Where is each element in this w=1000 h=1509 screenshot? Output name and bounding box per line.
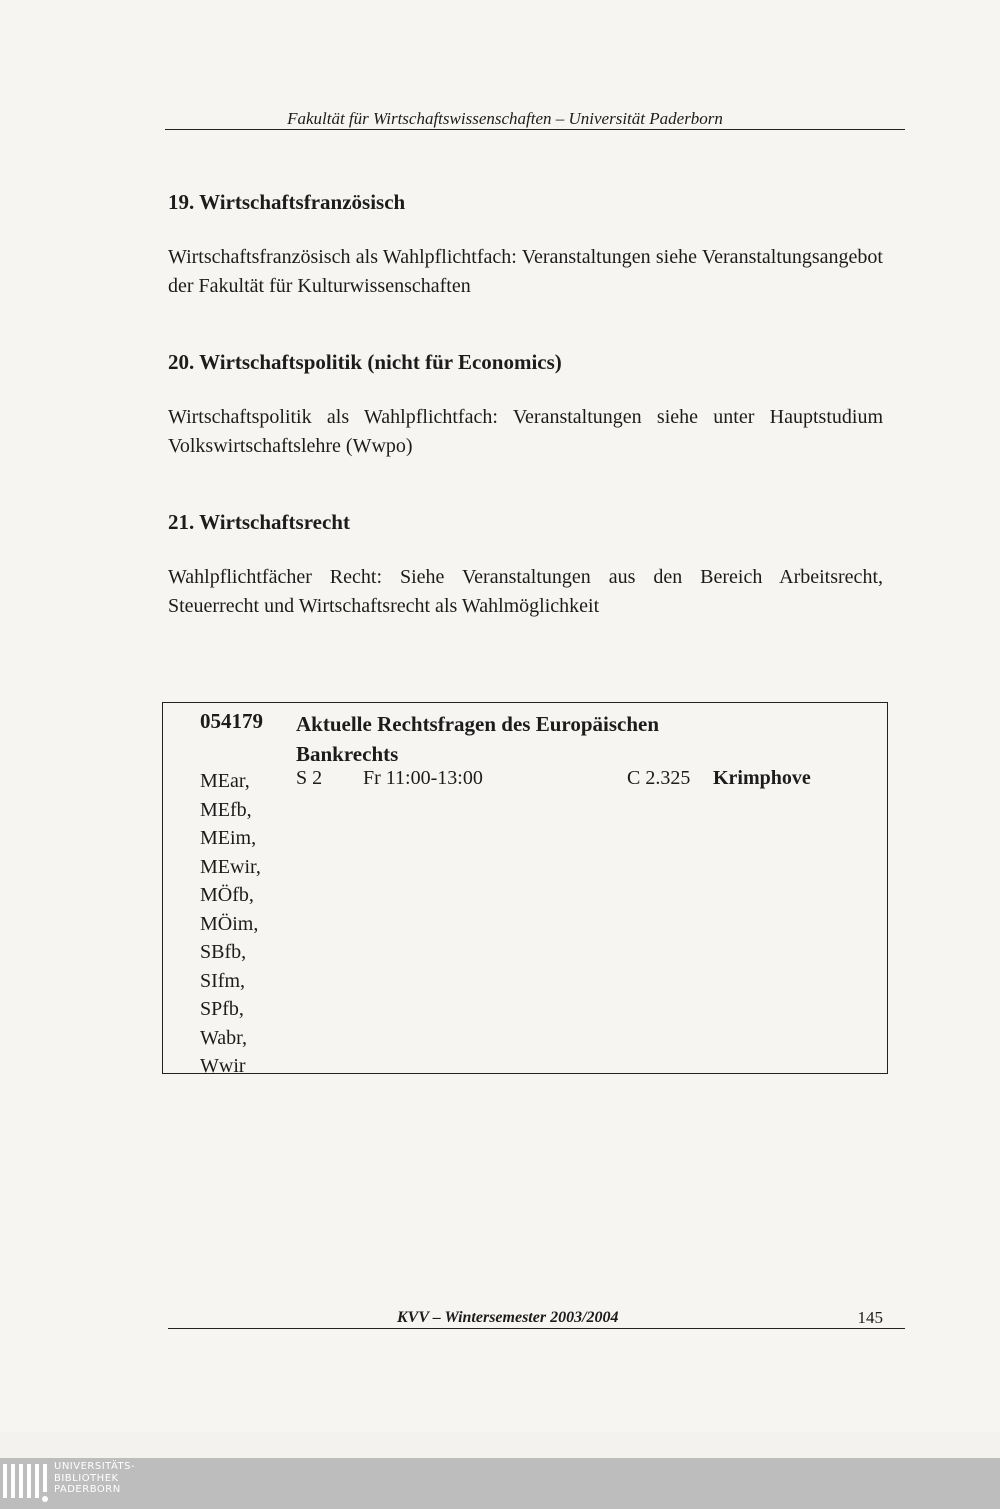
course-program: MEim, [200,827,257,849]
section-text-21: Wahlpflichtfächer Recht: Siehe Veranstaltungen aus den Bereich Arbeitsrecht, Steuerrecht und Wirtschaftsrecht als Wahlmöglichkeit [168,566,883,617]
course-program: Wabr, [200,1026,248,1049]
running-header-title: Fakultät für Wirtschaftswissenschaften – Universität Paderborn [287,109,723,128]
course-program: MÖim, [200,912,259,935]
course-program: SPfb, [200,998,244,1020]
library-logo-icon [0,1458,52,1509]
course-program: MEwir, [200,855,261,878]
section-text-19: Wirtschaftsfranzösisch als Wahlpflichtfach: Veranstaltungen siehe Veranstaltungsangebot der Fakultät für Kulturwissenschaften [168,246,883,297]
page-number: 145 [857,1308,883,1327]
library-name-line: BIBLIOTHEK [54,1472,119,1484]
library-name-line: PADERBORN [54,1484,121,1495]
section-text-20: Wirtschaftspolitik als Wahlpflichtfach: Veranstaltungen siehe unter Hauptstudium Volkswirtschaftslehre (Wwpo) [168,406,883,457]
course-program: MEar, [200,770,250,792]
footer-title: KVV – Wintersemester 2003/2004 [397,1309,619,1326]
course-type: S 2 [296,767,323,789]
library-name [54,1461,135,1496]
course-number: 054179 [200,709,263,733]
course-program: MÖfb, [200,884,254,906]
course-title: Aktuelle Rechtsfragen des Europäischen Bankrechts [296,712,660,766]
section-heading-21: 21. Wirtschaftsrecht [168,510,350,534]
course-lecturer: Krimphove [713,767,811,789]
section-heading-20: 20. Wirtschaftspolitik (nicht für Economics) [168,350,562,374]
course-entry [162,702,888,1077]
library-bar [0,1458,1000,1509]
library-name-line: UNIVERSITÄTS- [54,1461,136,1472]
running-header [165,108,905,130]
course-time: Fr 11:00-13:00 [363,767,483,789]
section-heading-19: 19. Wirtschaftsfranzösisch [168,190,406,214]
course-room: C 2.325 [627,767,691,789]
course-program: SBfb, [200,941,247,963]
course-program: SIfm, [200,969,245,992]
course-programs-list [200,767,261,1081]
course-program: Wwir [200,1055,246,1077]
running-footer [168,1308,905,1329]
course-program: MEfb, [200,798,252,821]
